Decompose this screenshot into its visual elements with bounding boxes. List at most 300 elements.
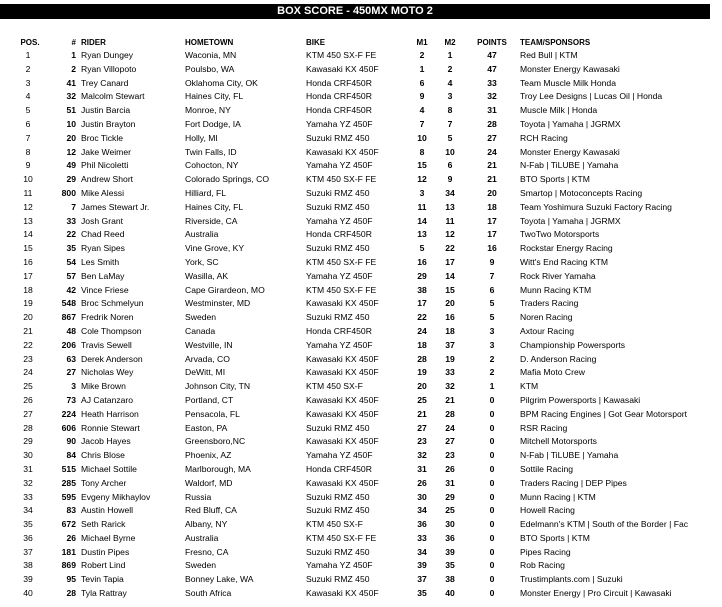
- cell-points: 0: [489, 574, 495, 585]
- cell-number: 57: [66, 270, 76, 281]
- cell-bike: Kawasaki KX 450F: [306, 477, 379, 488]
- cell-hometown: Canada: [185, 325, 216, 336]
- cell-hometown: Cohocton, NY: [185, 160, 239, 171]
- cell-pos: 17: [23, 270, 33, 281]
- table-row: [0, 449, 720, 463]
- cell-rider: Nicholas Wey: [81, 367, 134, 378]
- cell-points: 0: [489, 491, 495, 502]
- cell-team: Team Yoshimura Suzuki Factory Racing: [520, 201, 672, 212]
- cell-m2: 37: [445, 339, 455, 350]
- cell-bike: Kawasaki KX 450F: [306, 588, 379, 599]
- cell-bike: Suzuki RMZ 450: [306, 422, 370, 433]
- table-row: [0, 201, 720, 215]
- cell-pos: 31: [23, 463, 33, 474]
- cell-bike: KTM 450 SX-F: [306, 519, 363, 530]
- table-row: [0, 242, 720, 256]
- cell-rider: Andrew Short: [81, 174, 134, 185]
- cell-rider: Michael Sottile: [81, 463, 137, 474]
- cell-points: 0: [489, 394, 495, 405]
- table-row: [0, 518, 720, 532]
- cell-team: Troy Lee Designs | Lucas Oil | Honda: [520, 91, 663, 102]
- cell-m2: 17: [445, 256, 455, 267]
- cell-number: 73: [66, 394, 76, 405]
- cell-hometown: Westville, IN: [185, 339, 233, 350]
- cell-rider: Ryan Villopoto: [81, 63, 137, 74]
- table-row: [0, 394, 720, 408]
- cell-bike: Yamaha YZ 450F: [306, 270, 373, 281]
- cell-m2: 6: [447, 160, 453, 171]
- cell-m2: 31: [445, 477, 455, 488]
- cell-bike: Honda CRF450R: [306, 91, 372, 102]
- cell-hometown: DeWitt, MI: [185, 367, 226, 378]
- cell-m1: 18: [417, 339, 427, 350]
- cell-team: RCH Racing: [520, 132, 568, 143]
- cell-points: 7: [489, 270, 495, 281]
- table-row: [0, 228, 720, 242]
- cell-rider: Josh Grant: [81, 215, 124, 226]
- cell-points: 24: [487, 146, 497, 157]
- cell-team: Edelmann's KTM | South of the Border | Fac: [520, 519, 689, 530]
- col-header-pos: POS.: [20, 38, 40, 47]
- cell-m1: 27: [417, 422, 427, 433]
- cell-pos: 16: [23, 256, 33, 267]
- cell-number: 672: [61, 519, 76, 530]
- cell-points: 9: [489, 256, 495, 267]
- cell-pos: 10: [23, 174, 33, 185]
- cell-rider: Chad Reed: [81, 229, 125, 240]
- cell-bike: Kawasaki KX 450F: [306, 436, 379, 447]
- cell-m1: 31: [417, 463, 427, 474]
- cell-hometown: Phoenix, AZ: [185, 450, 232, 461]
- cell-points: 2: [489, 367, 495, 378]
- cell-hometown: Holly, MI: [185, 132, 218, 143]
- table-row: [0, 339, 720, 353]
- cell-team: Red Bull | KTM: [520, 50, 578, 60]
- cell-hometown: Westminster, MD: [185, 298, 251, 309]
- cell-points: 0: [489, 532, 495, 543]
- cell-bike: Yamaha YZ 450F: [306, 215, 373, 226]
- cell-team: Muscle Milk | Honda: [520, 105, 598, 116]
- cell-m2: 30: [445, 519, 455, 530]
- cell-bike: Suzuki RMZ 450: [306, 312, 370, 323]
- cell-rider: Tony Archer: [81, 477, 127, 488]
- cell-m1: 4: [419, 105, 425, 116]
- table-row: [0, 587, 720, 601]
- cell-number: 3: [71, 381, 76, 392]
- cell-bike: KTM 450 SX-F FE: [306, 174, 377, 185]
- cell-m2: 26: [445, 463, 455, 474]
- cell-hometown: Bonney Lake, WA: [185, 574, 254, 585]
- cell-rider: Chris Blose: [81, 450, 125, 461]
- cell-points: 0: [489, 588, 495, 599]
- cell-pos: 24: [23, 367, 33, 378]
- cell-team: Axtour Racing: [520, 325, 574, 336]
- cell-m2: 14: [445, 270, 455, 281]
- cell-team: Munn Racing KTM: [520, 284, 592, 295]
- cell-number: 867: [61, 312, 76, 323]
- table-row: [0, 380, 720, 394]
- cell-number: 224: [61, 408, 76, 419]
- table-row: [0, 63, 720, 77]
- cell-points: 47: [487, 50, 497, 60]
- cell-number: 54: [66, 256, 76, 267]
- cell-rider: Mike Brown: [81, 381, 126, 392]
- cell-m1: 3: [419, 187, 425, 198]
- cell-points: 0: [489, 505, 495, 516]
- cell-bike: Kawasaki KX 450F: [306, 367, 379, 378]
- cell-bike: Suzuki RMZ 450: [306, 243, 370, 254]
- cell-team: Toyota | Yamaha | JGRMX: [520, 215, 621, 226]
- cell-team: Traders Racing | DEP Pipes: [520, 477, 627, 488]
- cell-team: Rockstar Energy Racing: [520, 243, 613, 254]
- cell-points: 16: [487, 243, 497, 254]
- cell-bike: KTM 450 SX-F FE: [306, 284, 377, 295]
- cell-m1: 25: [417, 394, 427, 405]
- col-header-hometown: HOMETOWN: [185, 38, 234, 47]
- cell-number: 49: [66, 160, 76, 171]
- cell-team: Rock River Yamaha: [520, 270, 596, 281]
- cell-rider: Phil Nicoletti: [81, 160, 129, 171]
- cell-hometown: Greensboro,NC: [185, 436, 246, 447]
- cell-m1: 26: [417, 477, 427, 488]
- cell-team: Traders Racing: [520, 298, 579, 309]
- cell-m1: 1: [419, 63, 425, 74]
- cell-pos: 40: [23, 588, 33, 599]
- cell-pos: 23: [23, 353, 33, 364]
- cell-bike: Yamaha YZ 450F: [306, 339, 373, 350]
- cell-hometown: Haines City, FL: [185, 91, 244, 102]
- cell-m1: 30: [417, 491, 427, 502]
- cell-team: RSR Racing: [520, 422, 568, 433]
- cell-m2: 23: [445, 450, 455, 461]
- cell-pos: 7: [25, 132, 31, 143]
- cell-pos: 34: [23, 505, 33, 516]
- cell-pos: 38: [23, 560, 33, 571]
- cell-rider: Robert Lind: [81, 560, 126, 571]
- col-header-number: #: [71, 38, 76, 47]
- cell-number: 595: [61, 491, 76, 502]
- cell-rider: Ronnie Stewart: [81, 422, 140, 433]
- cell-hometown: Australia: [185, 532, 219, 543]
- cell-m2: 3: [447, 91, 453, 102]
- cell-number: 41: [66, 77, 76, 88]
- cell-pos: 33: [23, 491, 33, 502]
- cell-rider: Jacob Hayes: [81, 436, 131, 447]
- cell-m2: 12: [445, 229, 455, 240]
- cell-hometown: Waldorf, MD: [185, 477, 233, 488]
- cell-bike: Honda CRF450R: [306, 325, 372, 336]
- cell-bike: KTM 450 SX-F FE: [306, 50, 377, 60]
- table-row: [0, 366, 720, 380]
- table-row: [0, 297, 720, 311]
- cell-points: 5: [489, 312, 495, 323]
- cell-pos: 15: [23, 243, 33, 254]
- cell-pos: 8: [25, 146, 31, 157]
- cell-m2: 16: [445, 312, 455, 323]
- cell-m1: 10: [417, 132, 427, 143]
- cell-rider: Justin Barcia: [81, 105, 131, 116]
- table-row: [0, 477, 720, 491]
- cell-m2: 25: [445, 505, 455, 516]
- cell-team: BTO Sports | KTM: [520, 174, 590, 185]
- cell-team: Monster Energy Kawasaki: [520, 146, 620, 157]
- cell-points: 27: [487, 132, 497, 143]
- cell-pos: 21: [23, 325, 33, 336]
- table-row: [0, 173, 720, 187]
- cell-pos: 18: [23, 284, 33, 295]
- cell-m2: 11: [445, 215, 455, 226]
- cell-m1: 38: [417, 284, 427, 295]
- cell-team: Smartop | Motoconcepts Racing: [520, 187, 643, 198]
- cell-number: 2: [71, 63, 76, 74]
- cell-m1: 12: [417, 174, 427, 185]
- cell-hometown: Cape Girardeon, MO: [185, 284, 265, 295]
- cell-number: 7: [71, 201, 76, 212]
- table-row: [0, 546, 720, 560]
- cell-points: 17: [487, 229, 497, 240]
- cell-team: TwoTwo Motorsports: [520, 229, 600, 240]
- cell-points: 0: [489, 463, 495, 474]
- cell-hometown: Australia: [185, 229, 219, 240]
- cell-pos: 29: [23, 436, 33, 447]
- cell-pos: 22: [23, 339, 33, 350]
- cell-bike: Yamaha YZ 450F: [306, 160, 373, 171]
- table-row: [0, 311, 720, 325]
- cell-number: 20: [66, 132, 76, 143]
- cell-pos: 20: [23, 312, 33, 323]
- cell-hometown: Johnson City, TN: [185, 381, 251, 392]
- cell-bike: Honda CRF450R: [306, 105, 372, 116]
- cell-number: 10: [66, 118, 76, 129]
- cell-m1: 23: [417, 436, 427, 447]
- cell-rider: Ryan Sipes: [81, 243, 125, 254]
- col-header-bike: BIKE: [306, 38, 326, 47]
- cell-hometown: Oklahoma City, OK: [185, 77, 258, 88]
- cell-hometown: Waconia, MN: [185, 50, 237, 60]
- cell-rider: Travis Sewell: [81, 339, 132, 350]
- table-row: [0, 118, 720, 132]
- cell-m1: 20: [417, 381, 427, 392]
- cell-number: 12: [66, 146, 76, 157]
- cell-number: 51: [66, 105, 76, 116]
- cell-rider: Seth Rarick: [81, 519, 126, 530]
- col-header-points: POINTS: [477, 38, 507, 47]
- cell-points: 3: [489, 325, 495, 336]
- cell-rider: Broc Tickle: [81, 132, 124, 143]
- cell-m1: 37: [417, 574, 427, 585]
- cell-m1: 29: [417, 270, 427, 281]
- cell-points: 2: [489, 353, 495, 364]
- cell-m2: 32: [445, 381, 455, 392]
- cell-m2: 36: [445, 532, 455, 543]
- cell-points: 47: [487, 63, 497, 74]
- cell-hometown: Easton, PA: [185, 422, 228, 433]
- cell-number: 83: [66, 505, 76, 516]
- cell-pos: 26: [23, 394, 33, 405]
- cell-m1: 22: [417, 312, 427, 323]
- cell-points: 6: [489, 284, 495, 295]
- cell-hometown: Russia: [185, 491, 212, 502]
- table-row: [0, 132, 720, 146]
- cell-number: 90: [66, 436, 76, 447]
- cell-pos: 28: [23, 422, 33, 433]
- cell-points: 1: [489, 381, 495, 392]
- cell-points: 32: [487, 91, 497, 102]
- cell-m1: 16: [417, 256, 427, 267]
- table-row: [0, 463, 720, 477]
- cell-pos: 32: [23, 477, 33, 488]
- cell-m2: 8: [447, 105, 453, 116]
- cell-bike: Suzuki RMZ 450: [306, 505, 370, 516]
- cell-pos: 37: [23, 546, 33, 557]
- cell-m2: 18: [445, 325, 455, 336]
- cell-team: N-Fab | TiLUBE | Yamaha: [520, 450, 619, 461]
- cell-rider: James Stewart Jr.: [81, 201, 150, 212]
- cell-m1: 34: [417, 505, 427, 516]
- cell-team: Toyota | Yamaha | JGRMX: [520, 118, 621, 129]
- cell-bike: Honda CRF450R: [306, 229, 372, 240]
- cell-m1: 28: [417, 353, 427, 364]
- cell-hometown: Wasilla, AK: [185, 270, 229, 281]
- cell-bike: Suzuki RMZ 450: [306, 132, 370, 143]
- cell-rider: Heath Harrison: [81, 408, 139, 419]
- table-row: [0, 77, 720, 91]
- cell-m2: 4: [447, 77, 453, 88]
- cell-team: Pilgrim Powersports | Kawasaki: [520, 394, 641, 405]
- cell-m1: 9: [419, 91, 425, 102]
- cell-rider: Malcolm Stewart: [81, 91, 145, 102]
- cell-rider: Austin Howell: [81, 505, 134, 516]
- col-header-m1: M1: [416, 38, 428, 47]
- cell-number: 22: [66, 229, 76, 240]
- cell-pos: 13: [23, 215, 33, 226]
- cell-m1: 36: [417, 519, 427, 530]
- cell-team: Monster Energy Kawasaki: [520, 63, 620, 74]
- cell-bike: Suzuki RMZ 450: [306, 201, 370, 212]
- cell-number: 869: [61, 560, 76, 571]
- cell-rider: Derek Anderson: [81, 353, 143, 364]
- cell-points: 17: [487, 215, 497, 226]
- cell-pos: 1: [25, 50, 31, 60]
- cell-m2: 24: [445, 422, 455, 433]
- cell-number: 84: [66, 450, 76, 461]
- cell-pos: 30: [23, 450, 33, 461]
- cell-rider: Jake Weimer: [81, 146, 131, 157]
- table-row: [0, 284, 720, 298]
- cell-team: Pipes Racing: [520, 546, 571, 557]
- cell-m2: 40: [445, 588, 455, 599]
- cell-m1: 2: [419, 50, 425, 60]
- cell-team: Sottile Racing: [520, 463, 574, 474]
- cell-points: 5: [489, 298, 495, 309]
- table-row: [0, 256, 720, 270]
- cell-rider: Ryan Dungey: [81, 50, 134, 60]
- cell-hometown: Pensacola, FL: [185, 408, 240, 419]
- cell-m1: 17: [417, 298, 427, 309]
- cell-hometown: York, SC: [185, 256, 219, 267]
- cell-m1: 6: [419, 77, 425, 88]
- cell-team: Noren Racing: [520, 312, 573, 323]
- cell-team: Rob Racing: [520, 560, 565, 571]
- cell-points: 31: [487, 105, 497, 116]
- table-row: [0, 559, 720, 573]
- cell-bike: Kawasaki KX 450F: [306, 394, 379, 405]
- cell-pos: 39: [23, 574, 33, 585]
- cell-team: Team Muscle Milk Honda: [520, 77, 616, 88]
- cell-number: 28: [66, 588, 76, 599]
- cell-rider: AJ Catanzaro: [81, 394, 134, 405]
- table-header-row: [0, 36, 720, 49]
- cell-team: Mafia Moto Crew: [520, 367, 585, 378]
- cell-pos: 19: [23, 298, 33, 309]
- table-row: [0, 90, 720, 104]
- cell-rider: Vince Friese: [81, 284, 129, 295]
- cell-number: 35: [66, 243, 76, 254]
- table-row: [0, 532, 720, 546]
- cell-pos: 9: [25, 160, 31, 171]
- cell-pos: 12: [23, 201, 33, 212]
- cell-bike: Suzuki RMZ 450: [306, 187, 370, 198]
- cell-m2: 39: [445, 546, 455, 557]
- cell-team: Howell Racing: [520, 505, 575, 516]
- cell-m2: 28: [445, 408, 455, 419]
- col-header-m2: M2: [444, 38, 456, 47]
- cell-m2: 13: [445, 201, 455, 212]
- cell-m2: 29: [445, 491, 455, 502]
- cell-hometown: Riverside, CA: [185, 215, 238, 226]
- box-score-table: [0, 36, 720, 601]
- cell-number: 181: [61, 546, 76, 557]
- cell-bike: KTM 450 SX-F FE: [306, 532, 377, 543]
- cell-team: Witt's End Racing KTM: [520, 256, 609, 267]
- cell-team: BTO Sports | KTM: [520, 532, 590, 543]
- cell-rider: Tevin Tapia: [81, 574, 124, 585]
- cell-bike: Kawasaki KX 450F: [306, 146, 379, 157]
- cell-m2: 5: [447, 132, 453, 143]
- cell-hometown: Red Bluff, CA: [185, 505, 237, 516]
- table-row: [0, 187, 720, 201]
- table-row: [0, 504, 720, 518]
- cell-number: 48: [66, 325, 76, 336]
- cell-points: 0: [489, 436, 495, 447]
- cell-bike: Kawasaki KX 450F: [306, 63, 379, 74]
- table-row: [0, 104, 720, 118]
- cell-hometown: Portland, CT: [185, 394, 234, 405]
- cell-number: 606: [61, 422, 76, 433]
- cell-pos: 35: [23, 519, 33, 530]
- cell-rider: Trey Canard: [81, 77, 129, 88]
- cell-m1: 15: [417, 160, 427, 171]
- cell-bike: Suzuki RMZ 450: [306, 491, 370, 502]
- cell-rider: Fredrik Noren: [81, 312, 134, 323]
- table-row: [0, 146, 720, 160]
- cell-m2: 20: [445, 298, 455, 309]
- cell-m1: 8: [419, 146, 425, 157]
- cell-number: 285: [61, 477, 76, 488]
- cell-m1: 5: [419, 243, 425, 254]
- cell-pos: 25: [23, 381, 33, 392]
- cell-m1: 33: [417, 532, 427, 543]
- cell-m1: 7: [419, 118, 425, 129]
- cell-bike: Suzuki RMZ 450: [306, 546, 370, 557]
- cell-hometown: Monroe, NY: [185, 105, 231, 116]
- cell-number: 33: [66, 215, 76, 226]
- cell-m1: 11: [417, 201, 427, 212]
- cell-rider: Les Smith: [81, 256, 120, 267]
- cell-m1: 39: [417, 560, 427, 571]
- cell-team: Mitchell Motorsports: [520, 436, 597, 447]
- cell-number: 800: [61, 187, 76, 198]
